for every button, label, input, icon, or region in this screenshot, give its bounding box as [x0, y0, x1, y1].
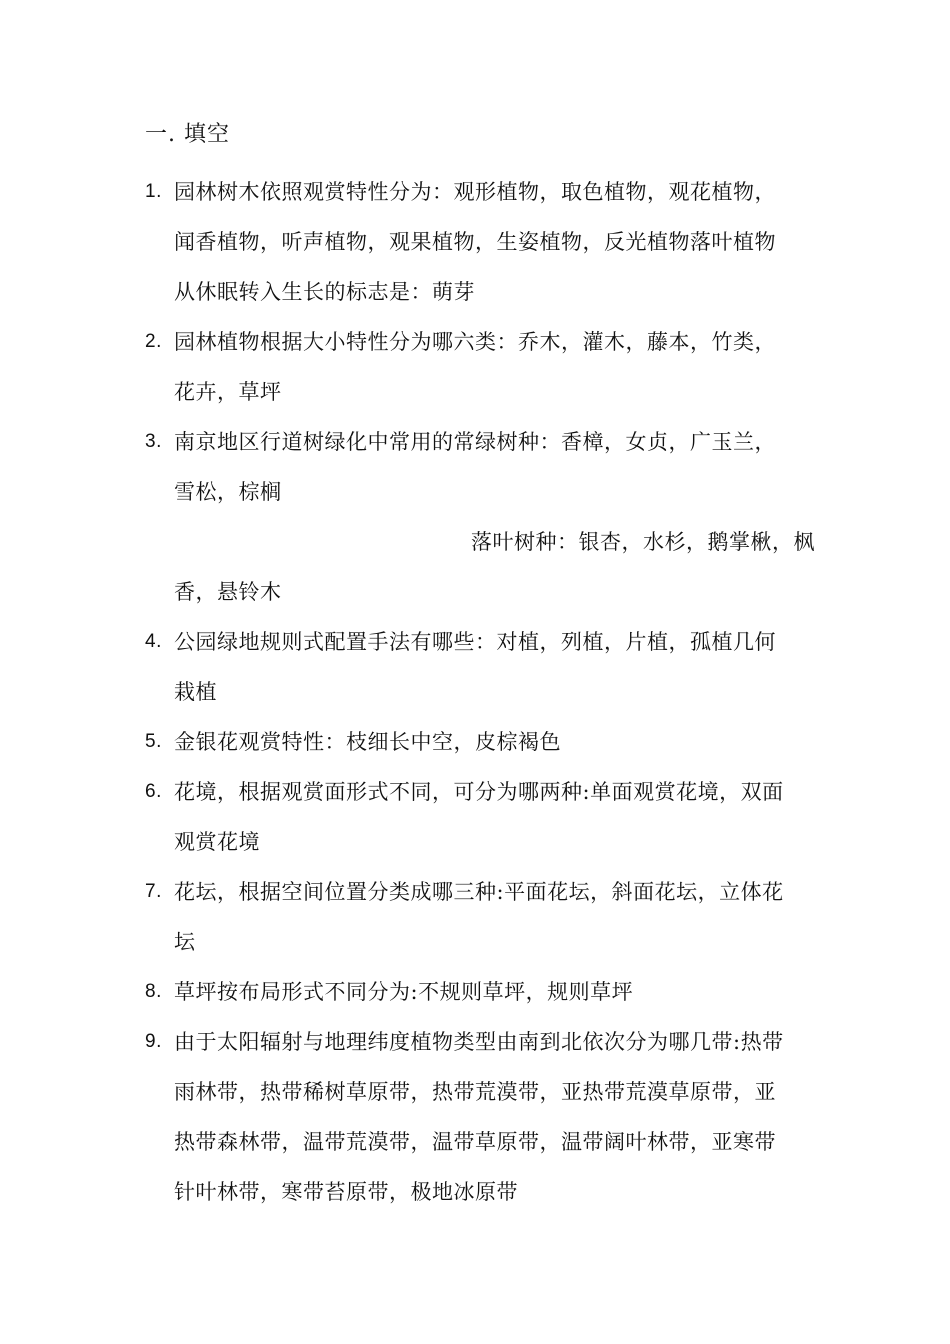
item-text-line: 落叶树种：银杏，水杉，鹅掌楸，枫 — [471, 530, 815, 554]
list-item — [145, 167, 815, 317]
list-item — [145, 767, 815, 867]
item-text-line: 由于太阳辐射与地理纬度植物类型由南到北依次分为哪几带:热带 — [174, 1030, 784, 1054]
list-item — [145, 867, 815, 967]
item-text-line: 草坪按布局形式不同分为:不规则草坪，规则草坪 — [174, 980, 634, 1004]
list-item — [145, 317, 815, 417]
item-text-line: 坛 — [174, 930, 196, 954]
question-list — [145, 167, 815, 1217]
list-item — [145, 967, 815, 1017]
item-text-line: 栽植 — [174, 680, 217, 704]
item-number: 2. — [145, 331, 162, 352]
section-title: 一. 填空 — [145, 122, 230, 147]
item-text-line: 热带森林带，温带荒漠带，温带草原带，温带阔叶林带，亚寒带 — [174, 1130, 776, 1154]
item-number: 7. — [145, 881, 162, 902]
item-text-line: 花境，根据观赏面形式不同，可分为哪两种:单面观赏花境，双面 — [174, 780, 784, 804]
list-item — [145, 417, 815, 617]
item-text-line: 香，悬铃木 — [174, 580, 282, 604]
item-text-line: 闻香植物，听声植物，观果植物，生姿植物，反光植物落叶植物 — [174, 230, 776, 254]
item-text-line: 观赏花境 — [174, 830, 260, 854]
item-number: 9. — [145, 1031, 162, 1052]
list-item — [145, 617, 815, 717]
item-number: 4. — [145, 631, 162, 652]
item-text-line: 园林植物根据大小特性分为哪六类：乔木，灌木，藤本，竹类， — [174, 330, 776, 354]
list-item — [145, 1017, 815, 1217]
item-number: 8. — [145, 981, 162, 1002]
item-number: 5. — [145, 731, 162, 752]
item-number: 3. — [145, 431, 162, 452]
item-text-line: 针叶林带，寒带苔原带，极地冰原带 — [174, 1180, 518, 1204]
item-number: 6. — [145, 781, 162, 802]
item-text-line: 南京地区行道树绿化中常用的常绿树种：香樟，女贞，广玉兰， — [174, 430, 776, 454]
item-text-line: 雨林带，热带稀树草原带，热带荒漠带，亚热带荒漠草原带，亚 — [174, 1080, 776, 1104]
item-text-line: 金银花观赏特性：枝细长中空，皮棕褐色 — [174, 730, 561, 754]
item-text-line: 花卉，草坪 — [174, 380, 282, 404]
item-text-line: 花坛，根据空间位置分类成哪三种:平面花坛，斜面花坛，立体花 — [174, 880, 784, 904]
list-item — [145, 717, 815, 767]
item-number: 1. — [145, 181, 162, 202]
item-text-line: 雪松，棕榈 — [174, 480, 282, 504]
item-text-line: 公园绿地规则式配置手法有哪些：对植，列植，片植，孤植几何 — [174, 630, 776, 654]
item-text-line: 从休眠转入生长的标志是：萌芽 — [174, 280, 475, 304]
item-text-line: 园林树木依照观赏特性分为：观形植物，取色植物，观花植物， — [174, 180, 776, 204]
